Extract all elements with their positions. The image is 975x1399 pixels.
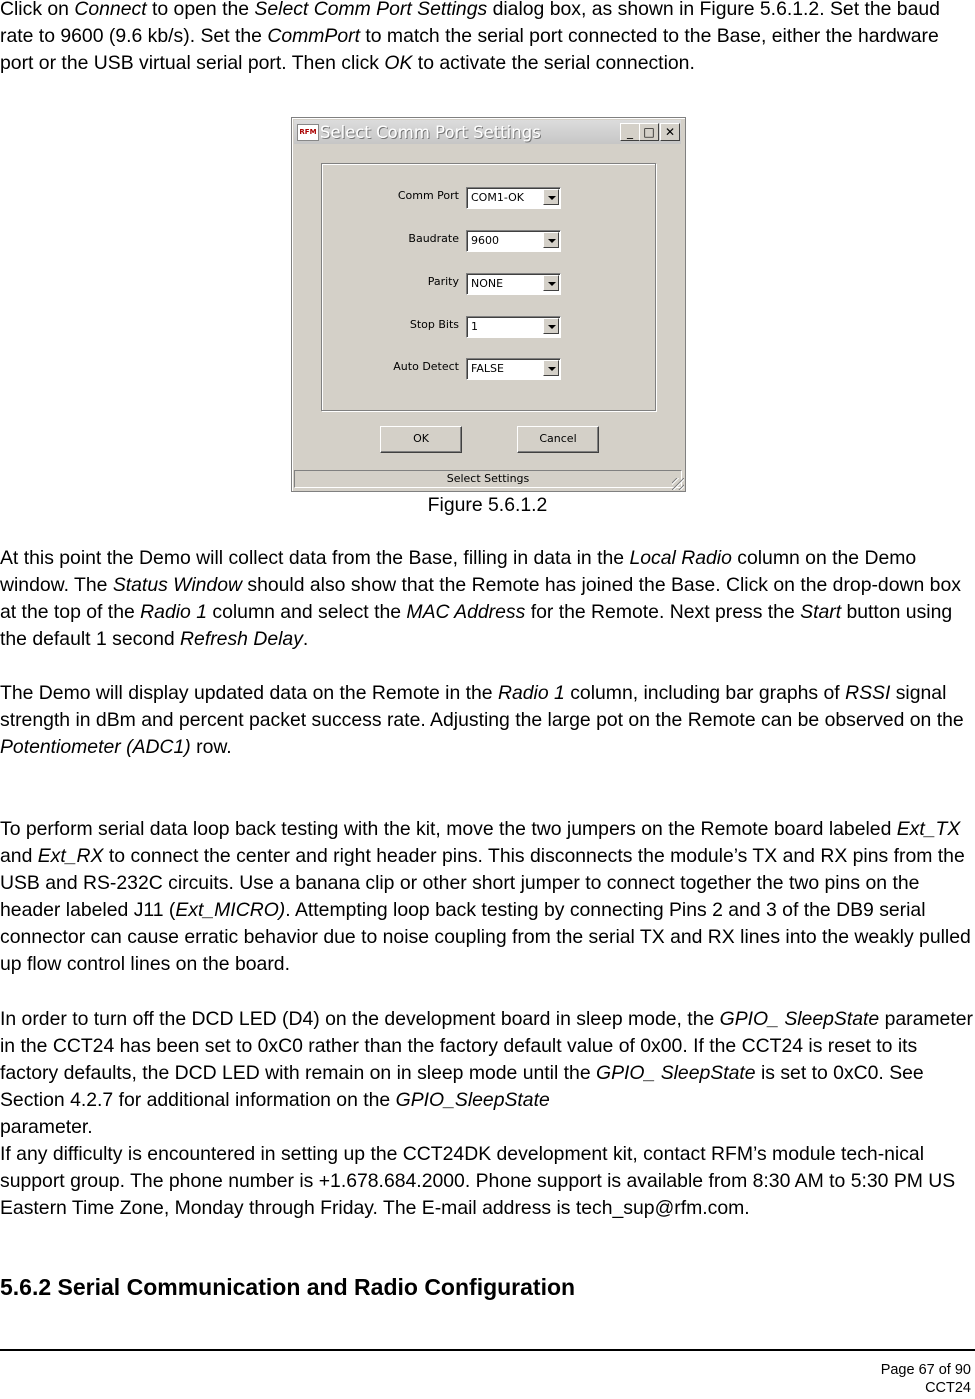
footer-divider bbox=[0, 1349, 975, 1351]
loopback-paragraph: To perform serial data loop back testing with the kit, move the two jumpers on the Remote board labeled Ext_TX and Ext_RX to connect the center and right header pins. This disconnects the module’s TX and RX pins from the USB and RS-232C circuits. Use a banana clip or other short jumper to connect together the two pins on the header labeled J11 (Ext_MICRO). Attempting loop back testing by connecting Pins 2 and 3 of the DB9 serial connector can cause erratic behavior due to noise coupling from the serial TX and RX lines into the weakly pulled up flow control lines on the board. bbox=[0, 818, 971, 975]
auto-detect-label: Auto Detect bbox=[393, 360, 459, 373]
cancel-button[interactable]: Cancel bbox=[517, 426, 599, 453]
baudrate-select[interactable] bbox=[466, 230, 561, 252]
stop-bits-value: 1 bbox=[471, 320, 478, 333]
stop-bits-label: Stop Bits bbox=[409, 318, 459, 331]
baudrate-row bbox=[292, 230, 685, 252]
stop-bits-row bbox=[292, 316, 685, 338]
demo-collect-paragraph: At this point the Demo will collect data from the Base, filling in data in the Local Radio column on the Demo window. The Status Window should also show that the Remote has joined the Base. Click on the drop-down box at the top of the Radio 1 column and select the MAC Address for the Remote. Next press the Start button using the default 1 second Refresh Delay. bbox=[0, 547, 961, 650]
section-heading: 5.6.2 Serial Communication and Radio Configuration bbox=[0, 1274, 576, 1300]
comm-port-value: COM1-OK bbox=[471, 191, 524, 204]
close-button[interactable]: ✕ bbox=[660, 123, 680, 141]
chevron-down-icon[interactable] bbox=[543, 318, 559, 334]
comm-port-label: Comm Port bbox=[397, 189, 459, 202]
parity-row bbox=[292, 273, 685, 295]
chevron-down-icon[interactable] bbox=[543, 189, 559, 205]
page-number: Page 67 of 90 bbox=[880, 1362, 971, 1378]
demo-display-paragraph: The Demo will display updated data on the Remote in the Radio 1 column, including bar graphs of RSSI signal strength in dBm and percent packet success rate. Adjusting the large pot on the Remote can be observed on the Potentiometer (ADC1) row. bbox=[0, 682, 964, 758]
dialog-title: Select Comm Port Settings bbox=[320, 123, 541, 142]
intro-paragraph: Click on Connect to open the Select Comm Port Settings dialog box, as shown in Figure 5.6.1.2. Set the baud rate to 9600 (9.6 kb/s). Set the CommPort to match the serial port connected to the Base, either the hardware port or the USB virtual serial port. Then click OK to activate the serial connection. bbox=[0, 0, 940, 74]
dialog-titlebar[interactable] bbox=[294, 120, 681, 144]
baudrate-label: Baudrate bbox=[408, 232, 459, 245]
figure-caption: Figure 5.6.1.2 bbox=[427, 494, 548, 516]
parity-label: Parity bbox=[427, 275, 459, 288]
comm-port-settings-dialog bbox=[291, 117, 686, 492]
status-bar: Select Settings bbox=[294, 470, 682, 488]
comm-port-select[interactable] bbox=[466, 187, 561, 209]
parity-value: NONE bbox=[471, 277, 504, 290]
ok-button[interactable]: OK bbox=[380, 426, 462, 453]
stop-bits-select[interactable] bbox=[466, 316, 561, 338]
parity-select[interactable] bbox=[466, 273, 561, 295]
auto-detect-value: FALSE bbox=[471, 362, 504, 375]
maximize-button[interactable]: □ bbox=[639, 123, 659, 141]
chevron-down-icon[interactable] bbox=[543, 232, 559, 248]
document-name: CCT24 bbox=[925, 1380, 971, 1396]
resize-grip-icon[interactable] bbox=[672, 478, 684, 490]
app-icon: RFM bbox=[297, 124, 319, 141]
auto-detect-row bbox=[292, 358, 685, 380]
chevron-down-icon[interactable] bbox=[543, 275, 559, 291]
minimize-button[interactable]: _ bbox=[620, 123, 640, 141]
auto-detect-select[interactable] bbox=[466, 358, 561, 380]
support-paragraph: If any difficulty is encountered in setting up the CCT24DK development kit, contact RFM’s module tech-nical support group. The phone number is +1.678.684.2000. Phone support is available from 8:30 AM to 5:30 PM US Eastern Time Zone, Monday through Friday. The E-mail address is tech_sup@rfm.com. bbox=[0, 1143, 956, 1219]
dcd-led-paragraph: In order to turn off the DCD LED (D4) on the development board in sleep mode, the GPIO_ SleepState parameter in the CCT24 has been set to 0xC0 rather than the factory default value of 0x00. If the CCT24 is reset to its factory defaults, the DCD LED with remain on in sleep mode until the GPIO_ SleepState is set to 0xC0. See Section 4.2.7 for additional information on the GPIO_SleepState parameter. bbox=[0, 1008, 973, 1138]
chevron-down-icon[interactable] bbox=[543, 360, 559, 376]
baudrate-value: 9600 bbox=[471, 234, 499, 247]
comm-port-row bbox=[292, 187, 685, 209]
